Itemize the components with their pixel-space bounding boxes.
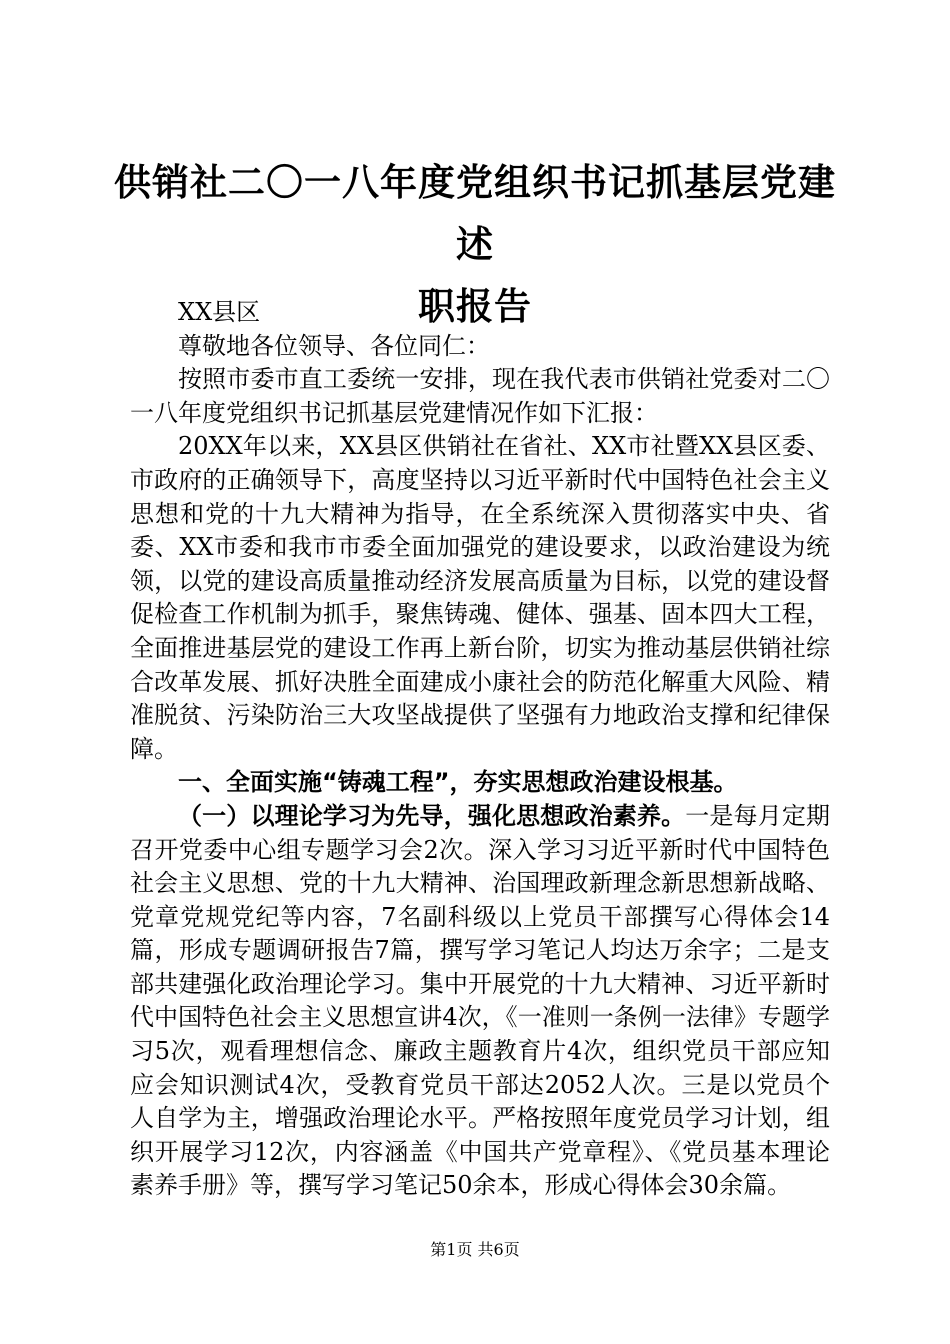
document-body	[130, 296, 830, 1203]
page-footer: 第1页 共6页	[430, 1240, 520, 1259]
salutation: 尊敬地各位领导、各位同仁：	[178, 331, 490, 360]
location-line: XX县区	[178, 298, 261, 326]
title-line-2: 职报告	[418, 285, 532, 328]
subheading-1: （一）以理论学习为先导，强化思想政治素养。	[178, 801, 686, 830]
paragraph-2: 一是每月定期召开党委中心组专题学习会2次。深入学习习近平新时代中国特色社会主义思想、党的十九大精神、治国理政新理念新思想新战略、党章党规党纪等内容，7名副科级以上党员干部撰写心得体会14篇，形成专题调研报告7篇，撰写学习笔记人均达万余字；二是支部共建强化政治理论学习。集中开展党的十九大精神、习近平新时代中国特色社会主义思想宣讲4次，《一准则一条例一法律》专题学习5次，观看理想信念、廉政主题教育片4次，组织党员干部应知应会知识测试4次，受教育党员干部达2052人次。三是以党员个人自学为主，增强政治理论水平。严格按照年度党员学习计划，组织开展学习12次，内容涵盖《中国共产党章程》、《党员基本理论素养手册》等，撰写学习笔记50余本，形成心得体会30余篇。	[130, 801, 831, 1200]
paragraph-2-container	[130, 800, 830, 1203]
title-line-1: 供销社二〇一八年度党组织书记抓基层党建述	[114, 161, 836, 266]
paragraph-1: 20XX年以来，XX县区供销社在省社、XX市社暨XX县区委、市政府的正确领导下，高度坚持以习近平新时代中国特色社会主义思想和党的十九大精神为指导，在全系统深入贯彻落实中央、省委、XX市委和我市市委全面加强党的建设要求，以政治建设为统领，以党的建设高质量推动经济发展高质量为目标，以党的建设督促检查工作机制为抓手，聚焦铸魂、健体、强基、固本四大工程，全面推进基层党的建设工作再上新台阶，切实为推动基层供销社综合改革发展、抓好决胜全面建成小康社会的防范化解重大风险、精准脱贫、污染防治三大攻坚战提供了坚强有力地政治支撑和纪律保障。	[130, 432, 830, 763]
intro-paragraph: 按照市委市直工委统一安排，现在我代表市供销社党委对二〇一八年度党组织书记抓基层党建情况作如下汇报：	[130, 365, 830, 427]
section-heading-1: 一、全面实施“铸魂工程”，夯实思想政治建设根基。	[178, 768, 738, 797]
